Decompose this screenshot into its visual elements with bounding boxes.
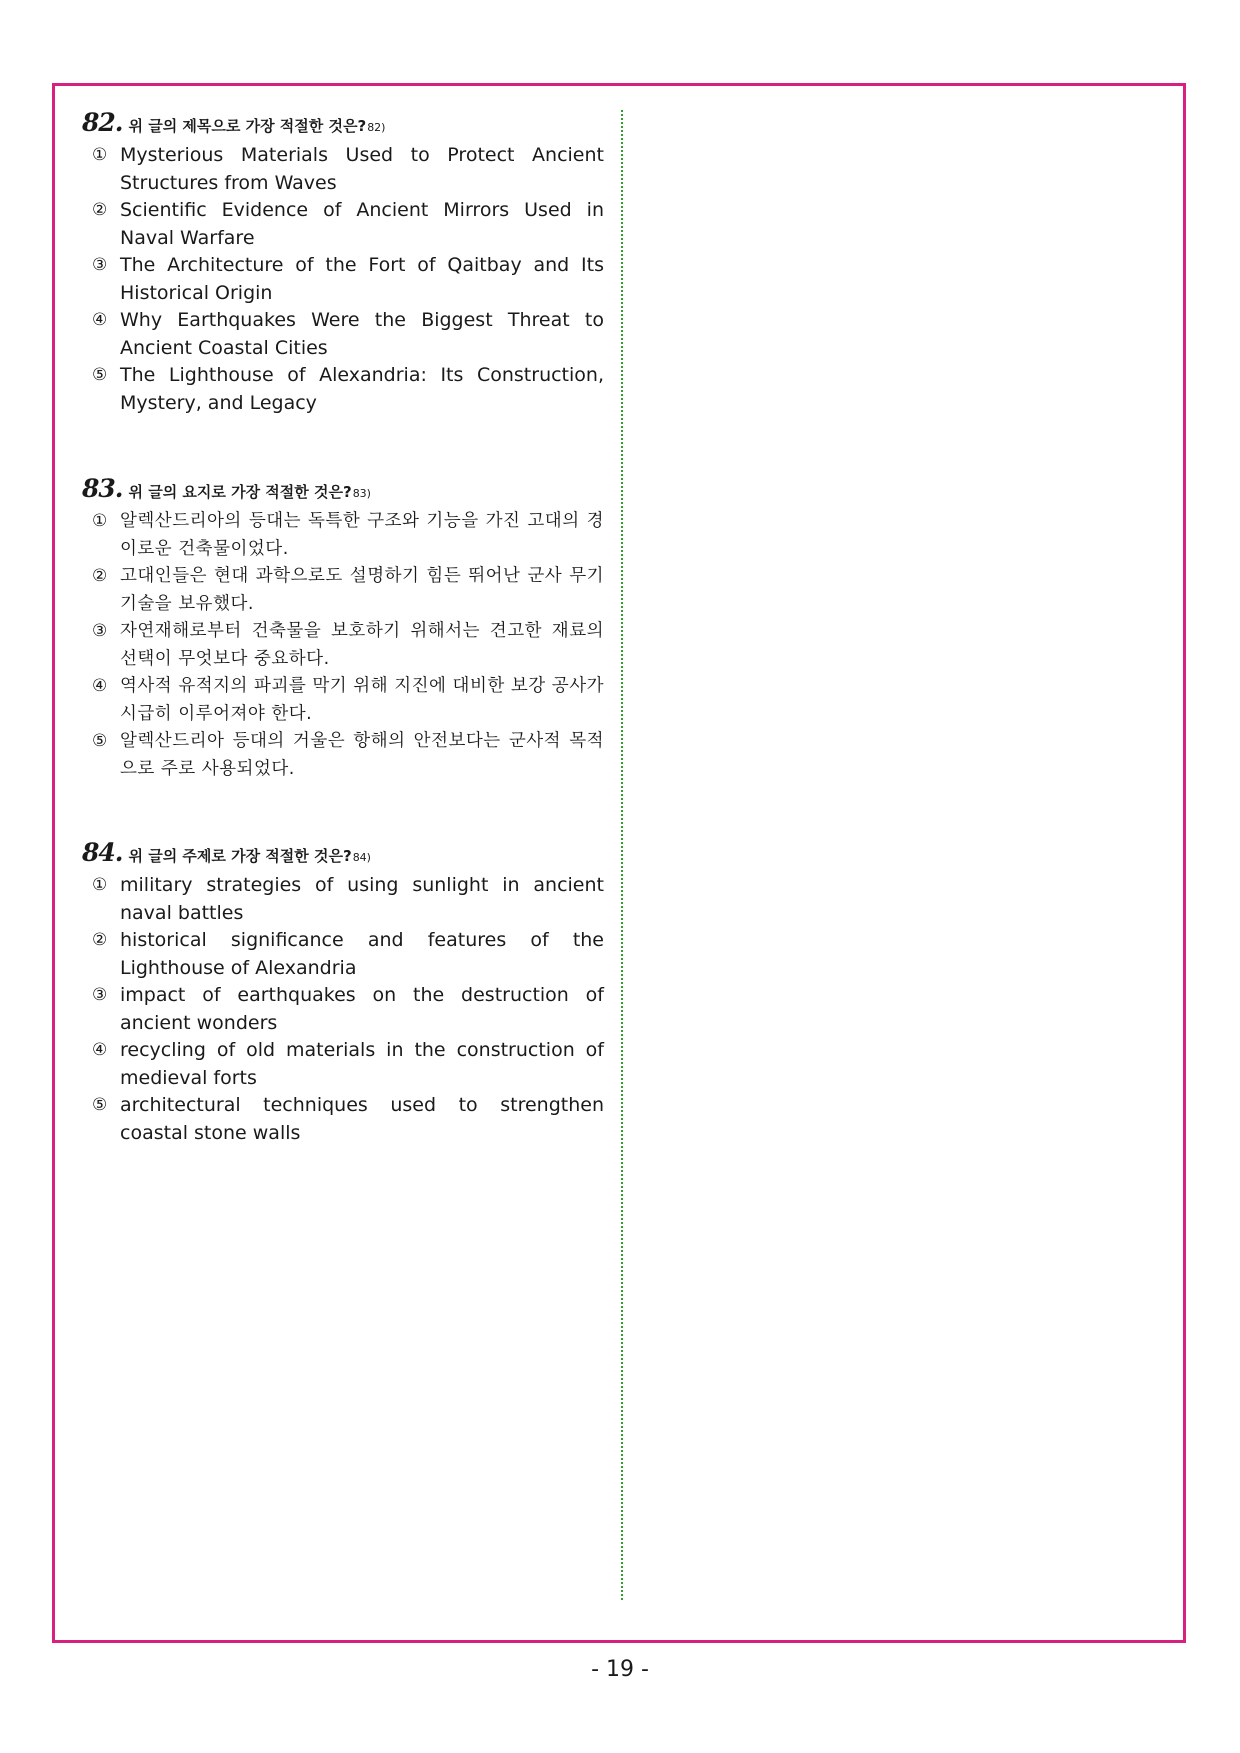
option-text: 알렉산드리아 등대의 거울은 항해의 안전보다는 군사적 목적으로 주로 사용되었다.	[120, 731, 604, 779]
option-mark: ③	[92, 985, 108, 1005]
option-text: impact of earthquakes on the destruction of ancient wonders	[120, 984, 604, 1034]
answer-option[interactable]	[82, 307, 604, 362]
option-mark: ②	[92, 930, 108, 950]
answer-option[interactable]	[82, 618, 604, 673]
answer-option[interactable]	[82, 728, 604, 783]
option-text: Scientific Evidence of Ancient Mirrors Used in Naval Warfare	[120, 199, 604, 249]
option-text: The Lighthouse of Alexandria: Its Construction, Mystery, and Legacy	[120, 364, 604, 414]
option-mark: ④	[92, 676, 108, 696]
option-mark: ②	[92, 566, 108, 586]
option-text: historical significance and features of the Lighthouse of Alexandria	[120, 929, 604, 979]
option-mark: ③	[92, 621, 108, 641]
question-84	[82, 838, 604, 1147]
option-text: The Architecture of the Fort of Qaitbay and Its Historical Origin	[120, 254, 604, 304]
option-text: 고대인들은 현대 과학으로도 설명하기 힘든 뛰어난 군사 무기 기술을 보유했다.	[120, 566, 604, 614]
option-mark: ①	[92, 875, 108, 895]
question-83	[82, 474, 604, 783]
option-text: Mysterious Materials Used to Protect Ancient Structures from Waves	[120, 144, 604, 194]
answer-option[interactable]	[82, 197, 604, 252]
option-mark: ①	[92, 145, 108, 165]
answer-option[interactable]	[82, 563, 604, 618]
answer-option[interactable]	[82, 982, 604, 1037]
question-prompt: 위 글의 요지로 가장 적절한 것은?	[128, 483, 352, 501]
question-prompt: 위 글의 주제로 가장 적절한 것은?	[128, 847, 352, 865]
answer-option[interactable]	[82, 362, 604, 417]
question-header	[82, 838, 604, 868]
option-mark: ①	[92, 511, 108, 531]
footnote-ref: 82)	[367, 121, 386, 134]
answer-option[interactable]	[82, 872, 604, 927]
option-text: military strategies of using sunlight in ancient naval battles	[120, 874, 604, 924]
answer-option[interactable]	[82, 1037, 604, 1092]
answer-option[interactable]	[82, 252, 604, 307]
question-number: 82.	[82, 108, 123, 137]
answer-option[interactable]	[82, 927, 604, 982]
answer-option[interactable]	[82, 673, 604, 728]
option-mark: ②	[92, 200, 108, 220]
option-text: 알렉산드리아의 등대는 독특한 구조와 기능을 가진 고대의 경이로운 건축물이었다.	[120, 511, 604, 559]
question-number: 84.	[82, 838, 123, 867]
column-divider	[621, 110, 623, 1600]
footnote-ref: 83)	[352, 487, 371, 500]
question-header	[82, 474, 604, 504]
question-header	[82, 108, 604, 138]
option-mark: ⑤	[92, 731, 108, 751]
option-text: 역사적 유적지의 파괴를 막기 위해 지진에 대비한 보강 공사가 시급히 이루어져야 한다.	[120, 676, 604, 724]
option-mark: ③	[92, 255, 108, 275]
page-number: - 19 -	[591, 1657, 649, 1682]
option-text: Why Earthquakes Were the Biggest Threat to Ancient Coastal Cities	[120, 309, 604, 359]
option-text: recycling of old materials in the construction of medieval forts	[120, 1039, 604, 1089]
option-text: 자연재해로부터 건축물을 보호하기 위해서는 견고한 재료의 선택이 무엇보다 중요하다.	[120, 621, 604, 669]
question-number: 83.	[82, 474, 123, 503]
footnote-ref: 84)	[352, 851, 371, 864]
option-mark: ⑤	[92, 365, 108, 385]
question-prompt: 위 글의 제목으로 가장 적절한 것은?	[128, 117, 367, 135]
option-mark: ④	[92, 1040, 108, 1060]
answer-option[interactable]	[82, 1092, 604, 1147]
option-text: architectural techniques used to strengthen coastal stone walls	[120, 1094, 604, 1144]
answer-option[interactable]	[82, 508, 604, 563]
option-mark: ④	[92, 310, 108, 330]
option-mark: ⑤	[92, 1095, 108, 1115]
question-82	[82, 108, 604, 417]
answer-option[interactable]	[82, 142, 604, 197]
